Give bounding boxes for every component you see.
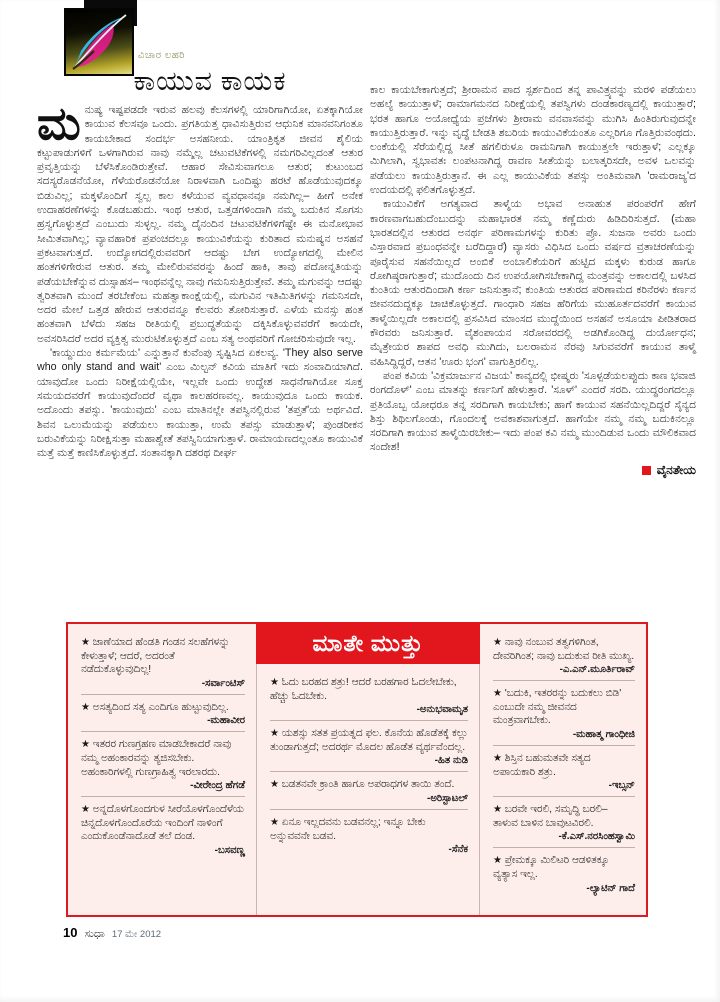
page-title: ಕಾಯುವ ಕಾಯಕ (133, 66, 287, 96)
quote-author: -ಸೆನೆಕ (448, 844, 468, 856)
byline-name: ವೈನತೇಯ (656, 462, 696, 477)
star-icon: ★ (270, 728, 282, 740)
quote-item (81, 732, 245, 797)
star-icon: ★ (493, 688, 505, 700)
quote-author: -ಸರ್ವಾಂಟಿಸ್ (201, 677, 245, 689)
article-paragraph: ಪಂಪ ಕವಿಯ 'ವಿಕ್ರಮಾರ್ಜುನ ವಿಜಯ' ಕಾವ್ಯದಲ್ಲಿ ಭೀಷ್ಮರು 'ಸೂಳ್ಪಡೆಯಲಪ್ಪುದು ಕಾಣ ಭವಾಜಿ ರಂಗದೊಳ್' ಎಂಬ ಮಾತನ್ನು ಕರ್ಣನಿಗೆ ಹೇಳುತ್ತಾರೆ. 'ಸೂಳ್' ಎಂದರೆ ಸರದಿ. ಯುದ್ಧರಂಗದಲ್ಲೂ ಪ್ರತಿಯೊಬ್ಬ ಯೋಧರೂ ತನ್ನ ಸರದಿಗಾಗಿ ಕಾಯಬೇಕು; ಹಾಗೆ ಕಾಯುವ ಸಹನೆಯಿಲ್ಲದಿದ್ದರೆ ಸೈನ್ಯದ ಶಿಸ್ತು ಶಿಥಿಲಗೊಂಡು, ಗೊಂದಲಕ್ಕೆ ಅವಕಾಶವಾಗುತ್ತದೆ. ಹಾಗೆಯೇ ನಮ್ಮ ನಮ್ಮ ಬದುಕಿನಲ್ಲೂ ಸರದಿಗಾಗಿ ಕಾಯುವ ತಾಳ್ಮೆಯಿರಬೇಕು– ಇದು ಪಂಪ ಕವಿ ನಮ್ಮ ಮುಂದಿಡುವ ಒಂದು ಮೌಲಿಕವಾದ ಸಂದೇಶ! (370, 369, 696, 454)
star-icon: ★ (493, 855, 505, 867)
quote-author: -ಅರಿಸ್ಟಾಟಲ್ (426, 792, 468, 804)
quote-author: -ಬಸವಣ್ಣ (214, 844, 245, 856)
article-paragraph (37, 98, 363, 346)
quote-item (493, 797, 635, 848)
star-icon: ★ (81, 804, 93, 816)
quote-author: -ಲ್ಯಾಟಿನ್ ಗಾದೆ (586, 882, 635, 894)
magazine-name: ಸುಧಾ (84, 928, 105, 940)
quote-author: -ಹಿತ ನುಡಿ (434, 755, 468, 767)
quote-item (81, 695, 245, 733)
quote-item (493, 848, 635, 898)
star-icon: ★ (493, 752, 505, 764)
star-icon: ★ (270, 779, 282, 791)
article-paragraph: ಕಾಲ ಕಾಯಬೇಕಾಗುತ್ತದೆ; ಶ್ರೀರಾಮನ ಪಾದ ಸ್ಪರ್ಶದಿಂದ ತನ್ನ ಪಾವಿತ್ರ್ಯವನ್ನು ಮರಳಿ ಪಡೆಯಲು ಅಹಲ್ಯೆ ಕಾಯುತ್ತಾಳೆ; ರಾಮಾಗಮನದ ನಿರೀಕ್ಷೆಯಲ್ಲಿ ತಪಸ್ವಿಗಳು ದಂಡಕಾರಣ್ಯದಲ್ಲಿ ಕಾಯುತ್ತಾರೆ; ಭರತ ಹಾಗೂ ಅಯೋಧ್ಯೆಯ ಪ್ರಜೆಗಳು ಶ್ರೀರಾಮ ವನವಾಸವನ್ನು ಮುಗಿಸಿ ಹಿಂತಿರುಗುವುದನ್ನೇ ಕಾಯುತ್ತಿರುತ್ತಾರೆ. ಇನ್ನು ವೃದ್ಧೆ ಬೇಡತಿ ಶಬರಿಯ ಕಾಯುವಿಕೆಯಂತೂ ಎಲ್ಲರಿಗೂ ಗೊತ್ತಿರುವಂಥದು. ಲಂಕೆಯಲ್ಲಿ ಸೆರೆಯಲ್ಲಿದ್ದ ಸೀತೆ ಹಗಲಿರುಳೂ ರಾಮನಿಗಾಗಿ ಕಾಯುತ್ತಲೇ ಇರುತ್ತಾಳೆ; ಎಲ್ಲಕ್ಕೂ ಮಿಗಿಲಾಗಿ, ಸ್ವಭಾವತಃ ಲಂಪಟನಾಗಿದ್ದ ರಾವಣ ಸೀತೆಯನ್ನು ಬಲಾತ್ಕರಿಸದೇ, ಅವಳ ಒಲವನ್ನು ಪಡೆಯಲು ಕಾಯುತ್ತಿರುತ್ತಾನೆ. ಈ ಎಲ್ಲ ಕಾಯುವಿಕೆಯ ತಪಸ್ಸು ಅಂತಿಮವಾಗಿ 'ರಾಮರಾಜ್ಯ'ದ ಉದಯದಲ್ಲಿ ಫಲಿತಗೊಳ್ಳುತ್ತದೆ. (370, 84, 696, 197)
article-column-1 (37, 98, 363, 655)
quote-text: ★ ಪ್ರೇಮಕ್ಕೂ ಮಿಲಿಟರಿ ಆಡಳಿತಕ್ಕೂ ವ್ಯತ್ಯಾಸ ಇಲ್ಲ. (493, 855, 609, 880)
quote-item (270, 772, 468, 810)
quote-box (66, 622, 648, 917)
star-icon: ★ (81, 637, 93, 648)
star-icon: ★ (81, 701, 93, 713)
quote-author: -ಕೆ.ಎಸ್.ನರಸಿಂಹಸ್ವಾಮಿ (558, 831, 635, 843)
star-icon: ★ (270, 816, 282, 828)
quote-item (493, 746, 635, 797)
quote-text: ★ ಅಸತ್ಯದಿಂದ ಸತ್ಯ ಎಂದಿಗೂ ಹುಟ್ಟುವುದಿಲ್ಲ. (81, 701, 229, 713)
quote-item (270, 670, 468, 721)
star-icon: ★ (493, 804, 505, 816)
page-number: 10 (63, 925, 78, 940)
drop-cap: ಮ (37, 98, 81, 149)
byline (370, 463, 696, 477)
quote-item (81, 797, 245, 861)
byline-square-icon (642, 466, 651, 475)
section-label: ವಿಚಾರ ಲಹರಿ (138, 50, 186, 61)
quote-text: ★ ನಾವು ನಂಬುವ ತತ್ವಗಳಿಗಿಂತ, ದೇವರಿಗಿಂತ; ನಾವು ಬದುಕುವ ರೀತಿ ಮುಖ್ಯ. (493, 637, 635, 662)
quote-text: ★ ಬಡತನವೇ ಕ್ರಾಂತಿ ಹಾಗೂ ಅಪರಾಧಗಳ ತಾಯಿ ತಂದೆ. (270, 779, 455, 791)
quote-text: ★ 'ಬದುಕಿ, ಇತರರನ್ನು ಬದುಕಲು ಬಿಡಿ' ಎಂಬುದೇ ನಮ್ಮ ಜೀವನದ ಮಂತ್ರವಾಗಬೇಕು. (493, 688, 622, 727)
article-paragraph: 'ಕಾಯ್ದುದುಂ ಕರ್ಮಮೆಯ' ಎನ್ನುತ್ತಾನೆ ಕುವೆಂಪು ಸೃಷ್ಟಿಸಿದ ಏಕಲವ್ಯ. 'They also serve who only stand and wait' ಎಂಬ ಮಿಲ್ಟನ್ ಕವಿಯ ಮಾತಿಗೆ ಇದು ಸಂವಾದಿಯಾಗಿದೆ. ಯಾವುದೋ ಒಂದು ನಿರೀಕ್ಷೆಯಲ್ಲಿಯೇ, ಇಲ್ಲವೇ ಒಂದು ಉದ್ದೇಶ ಸಾಧನೆಗಾಗಿಯೋ ಸೂಕ್ತ ಸಮಯದವರೆಗೆ ಕಾಯುವುದೆಂದರೆ ವೃಥಾ ಕಾಲಹರಣವಲ್ಲ. ಕಾಯುವುದೂ ಒಂದು ಕಾಯಕ. ಅದೊಂದು ತಪಸ್ಸು. 'ಕಾಯುವುದು' ಎಂಬ ಮಾತಿನಲ್ಲೇ ತಪಸ್ವಿನಲ್ಲಿರುವ 'ತಪ್ತತೆ'ಯ ಅರ್ಥವಿದೆ. ಶಿವನ ಒಲುಮೆಯನ್ನು ಪಡೆಯಲು ಕಾಯುತ್ತಾ, ಉಮೆ ತಪಸ್ಸು ಮಾಡುತ್ತಾಳೆ; ಪುಂಡರೀಕನ ಬರುವಿಕೆಯನ್ನು ನಿರೀಕ್ಷಿಸುತ್ತಾ ಮಹಾಶ್ವೇತೆ ತಪಸ್ವಿನಿಯಾಗುತ್ತಾಳೆ. ರಾಮಾಯಣದಲ್ಲಂತೂ ಕಾಯುವಿಕೆ ಮತ್ತೆ ಮತ್ತೆ ಕಾಣಿಸಿಕೊಳ್ಳುತ್ತದೆ. ಸಂತಾನಕ್ಕಾಗಿ ದಶರಥ ದೀರ್ಘ (37, 347, 363, 460)
quote-item (493, 630, 635, 681)
quote-text: ★ ಜಾಣೆಯಾದ ಹೆಂಡತಿ ಗಂಡನ ಸಲಹೆಗಳನ್ನು ಕೇಳುತ್ತಾಳೆ; ಆದರೆ, ಅದರಂತೆ ನಡೆದುಕೊಳ್ಳುವುದಿಲ್ಲ! (81, 637, 230, 676)
quote-author: -ಇಬ್ಸನ್ (608, 780, 635, 792)
magazine-logo (66, 10, 132, 74)
page-footer (63, 925, 161, 941)
quote-column-middle (256, 624, 480, 915)
star-icon: ★ (493, 637, 505, 648)
quote-box-title: ಮಾತೇ ಮುತ್ತು (256, 622, 480, 664)
star-icon: ★ (81, 739, 93, 751)
quote-item (81, 630, 245, 695)
quote-author: -ಅನುಭವಾಮೃತ (416, 704, 468, 716)
quote-author: -ವೀರೇಂದ್ರ ಹೆಗಡೆ (190, 780, 245, 792)
paragraph-text: ನುಷ್ಯ ಇಷ್ಟಪಡದೇ ಇರುವ ಹಲವು ಕೆಲಸಗಳಲ್ಲಿ ಯಾರಿಗಾಗಿಯೋ, ಏತಕ್ಕಾಗಿಯೋ ಕಾಯುವ ಕೆಲಸವೂ ಒಂದು. ಪ್ರಗತಿಯತ್ತ ಧಾವಿಸುತ್ತಿರುವ ಆಧುನಿಕ ಮಾನವನಿಗಂತೂ ಕಾಯಬೇಕಾದ ಸಂದರ್ಭ ಅಸಹನೀಯ. ಯಾಂತ್ರಿಕೃತ ಜೀವನ ಶೈಲಿಯ ಕಟ್ಟುಪಾಡುಗಳಿಗೆ ಒಳಗಾಗಿರುವ ನಾವು ನಮ್ಮೆಲ್ಲ ಚಟುವಟಿಕೆಗಳಲ್ಲಿ ನಮಗರಿವಿಲ್ಲದಂತೆ ಆತುರ ಪ್ರವೃತ್ತಿಯನ್ನು ಬೆಳೆಸಿಕೊಂಡಿರುತ್ತೇವೆ. ಆಹಾರ ಸೇವಿಸುವಾಗಲೂ ಆತುರ; ಕುಟುಂಬದ ಸದಸ್ಯರೊಡನೆಯೋ, ಗೆಳೆಯರೊಡನೆಯೋ ನಿರಾಳವಾಗಿ ಒಂದಿಷ್ಟು ಹರಟೆ ಹೊಡೆಯುವುದಕ್ಕೂ ಬಿಡುವಿಲ್ಲ; ಮಕ್ಕಳೊಂದಿಗೆ ಸ್ವಲ್ಪ ಕಾಲ ಕಳೆಯುವ ವ್ಯವಧಾನವೂ ನಮಗಿಲ್ಲ– ಹೀಗೆ ಅನೇಕ ಉದಾಹರಣೆಗಳನ್ನು ಕೊಡಬಹುದು. ಇಂಥ ಆತುರ, ಒತ್ತಡಗಳಿಂದಾಗಿ ನಮ್ಮ ಬದುಕಿನ ಸೊಗಸು ಹ್ರಸ್ವಗೊಳ್ಳುತ್ತದೆ ಎಂಬುದು ಸುಳ್ಳಲ್ಲ. ನಮ್ಮ ದೈನಂದಿನ ಚಟುವಟಿಕೆಗಳಿಗೆಷ್ಟೇ ಈ ಮನೋಭಾವ ಸೀಮಿತವಾಗಿಲ್ಲ; ವ್ಯಾವಹಾರಿಕ ಪ್ರಪಂಚದಲ್ಲೂ ಕಾಯುವಿಕೆಯನ್ನು ಕುರಿತಾದ ಮನುಷ್ಯನ ಅಸಹನೆ ಪ್ರಕಟವಾಗುತ್ತದೆ. ಉದ್ಯೋಗದಲ್ಲಿರುವವರಿಗೆ ಆದಷ್ಟು ಬೇಗ ಉದ್ಯೋಗದಲ್ಲಿ ಮೇಲಿನ ಹಂತಗಳಿಗೇರುವ ಆತುರ. ತಮ್ಮ ಮೇಲಿರುವವರನ್ನು ಹಿಂದೆ ಹಾಕಿ, ತಾವು ಪದೋನ್ನತಿಯನ್ನು ಪಡೆಯಬೇಕೆನ್ನುವ ದುಸ್ಸಾಹಸ– ಇಂಥವನ್ನೆಲ್ಲ ನಾವು ಗಮನಿಸುತ್ತಿರುತ್ತೇವೆ. ತಮ್ಮ ಮಗುವನ್ನು ಆದಷ್ಟು ತ್ವರಿತವಾಗಿ ಮುಂದೆ ತರಬೇಕೆಂಬ ಮಹತ್ವಾಕಾಂಕ್ಷೆಯಲ್ಲಿ, ಮಗುವಿನ ಇತಿಮಿತಿಗಳನ್ನು ಗಮನಿಸದೇ, ಅದರ ಮೇಲೆ ಒತ್ತಡ ಹೇರುವ ಆತುರವನ್ನೂ ಕೆಲವರು ತೋರಿಸುತ್ತಾರೆ. ಎಳೆಯ ಮನಸ್ಸು ಹಂತ ಹಂತವಾಗಿ ಬೆಳೆದು ಸಹಜ ರೀತಿಯಲ್ಲಿ ಪ್ರಬುದ್ಧತೆಯನ್ನು ದಕ್ಕಿಸಿಕೊಳ್ಳುವವರೆಗೆ ಕಾಯದೇ, ಅವಸರಿಸಿದರೆ ಅದರ ವ್ಯಕ್ತಿತ್ವ ಮುರುಟಿಕೊಳ್ಳುತ್ತದೆ ಎಂಬ ಸತ್ಯ ಅಂಥವರಿಗೆ ಗೋಚರಿಸುವುದೇ ಇಲ್ಲ. (37, 104, 363, 345)
quote-text: ★ ಏನೂ ಇಲ್ಲದವನು ಬಡವನಲ್ಲ; ಇನ್ನೂ ಬೇಕು ಅನ್ನುವವನೇ ಬಡವ. (270, 816, 426, 842)
quote-text: ★ ಶಿಸ್ತಿನ ಬಹುಮತವೇ ಸತ್ಯದ ಅಪಾಯಕಾರಿ ಶತ್ರು. (493, 752, 591, 778)
feather-icon (66, 10, 132, 74)
quote-author: -ಮಹಾತ್ಮ ಗಾಂಧೀಜಿ (572, 728, 635, 740)
quote-author: -ಮಹಾವೀರ (207, 715, 245, 727)
article-column-2 (370, 83, 696, 635)
quote-column-right (480, 624, 646, 915)
quote-item (493, 681, 635, 746)
quote-item (270, 810, 468, 860)
star-icon: ★ (270, 677, 282, 688)
quote-text: ★ ಯಶಸ್ಸು ಸತತ ಪ್ರಯತ್ನದ ಫಲ. ಕೊನೆಯ ಹೊಡೆತಕ್ಕೆ ಕಲ್ಲು ತುಂಡಾಗುತ್ತದೆ; ಅದರರ್ಥ ಮೊದಲ ಹೊಡೆತ ವ್ಯರ್ಥವೆಂದಲ್ಲ. (270, 728, 468, 753)
quote-text: ★ ಅನ್ನದೊಳಗೊಂದಗುಳ ಸೀರೆಯೊಳಗೊಂದೆಳೆಯ ಚಿನ್ನದೊಳಗೊಂದೊರೆಯ ಇಂದಿಂಗೆ ನಾಳಿಂಗೆ ಎಂದುಕೊಂಡೆನಾದೊಡೆ ತಲೆ ದಂಡ. (81, 804, 244, 843)
quote-text: ★ ಇತರರ ಗುಣಗ್ರಹಣ ಮಾಡಬೇಕಾದರೆ ನಾವು ನಮ್ಮ ಅಹಂಕಾರವನ್ನು ತ್ಯಜಿಸಬೇಕು. ಅಹಂಕಾರಿಗಳಲ್ಲಿ ಗುಣಗ್ರಾಹಿತ್ವ ಇರಲಾರದು. (81, 739, 232, 778)
quote-text: ★ ಬರವೇ ಇರಲಿ, ಸಮೃದ್ಧಿ ಬರಲಿ– ತಾಳುವ ಬಾಳಿನ ಬಾವುಟವಿರಲಿ. (493, 804, 608, 829)
quote-text: ★ ಓದು ಬರಹದ ಶತ್ರು! ಆದರೆ ಬರಹಗಾರ ಓದಲೇಬೇಕು, ಹೆಚ್ಚು ಓದಬೇಕು. (270, 677, 457, 702)
quote-item (270, 721, 468, 772)
quote-author: -ಎ.ಎನ್.ಮೂರ್ತಿರಾವ್ (559, 664, 635, 676)
issue-date: 17 ಮೇ 2012 (111, 929, 162, 940)
quote-column-left (68, 624, 256, 915)
article-paragraph: ಕಾಯುವಿಕೆಗೆ ಅಗತ್ಯವಾದ ತಾಳ್ಮೆಯ ಅಭಾವ ಅನಾಹುತ ಪರಂಪರೆಗೆ ಹೇಗೆ ಕಾರಣವಾಗಬಹುದೆಂಬುದನ್ನು ಮಹಾಭಾರತ ನಮ್ಮ ಕಣ್ಣೆದುರು ಹಿಡಿದಿರಿಸುತ್ತದೆ. (ಮಹಾ ಭಾರತದಲ್ಲಿನ ಆತುರದ ಅನರ್ಥ ಪರಿಣಾಮಗಳನ್ನು ಕುರಿತು ಪ್ರೊ. ಸುಜನಾ ಅವರು ಒಂದು ವಿಸ್ತಾರವಾದ ಪ್ರಬಂಧವನ್ನೇ ಬರೆದಿದ್ದಾರೆ) ವ್ಯಾಸರು ವಿಧಿಸಿದ ಒಂದು ವರ್ಷದ ವ್ರತಾಚರಣೆಯನ್ನು ಪೂರೈಸುವ ಸಹನೆಯಿಲ್ಲದೆ ಅಂಬಿಕೆ ಅಂಬಾಲಿಕೆಯರಿಗೆ ಹುಟ್ಟಿದ ಮಕ್ಕಳು ಕುರುಡ ಹಾಗೂ ರೋಗಿಷ್ಠರಾಗುತ್ತಾರೆ; ಮುದೊಂದು ದಿನ ಉಪಯೋಗಿಸಬೇಕಾಗಿದ್ದ ಮಂತ್ರವನ್ನು ಅಕಾಲದಲ್ಲಿ ಬಳಸಿದ ಕುಂತಿಯ ಆತುರದಿಂದಾಗಿ ಕರ್ಣ ಜನಿಸುತ್ತಾನೆ; ಕುಂತಿಯ ಆತುರದ ಪರಿಣಾಮದ ಕರಿನೆರಳು ಕರ್ಣನ ಜೀವನದುದ್ದಕ್ಕೂ ಚಾಚಿಕೊಳ್ಳುತ್ತದೆ. ಗಾಂಧಾರಿ ಸಹಜ ಹೆರಿಗೆಯ ಮುಹೂರ್ತದವರೆಗೆ ಕಾಯುವ ತಾಳ್ಮೆಯಿಲ್ಲದೇ ಅಕಾಲದಲ್ಲಿ ಪ್ರಸವಿಸಿದ ಮಾಂಸದ ಮುದ್ದೆಯಿಂದ ಅಸಹನೆ ಅಸೂಯಾ ಪೀಡಿತರಾದ ಕೌರವರು ಜನಿಸುತ್ತಾರೆ. ವೈಶಂಪಾಯನ ಸರೋವರದಲ್ಲಿ ಅಡಗಿಕೊಂಡಿದ್ದ ದುರ್ಯೋಧನ; ಮೈತ್ರೇಯರ ಶಾಪದ ಅವಧಿ ಮುಗಿದು, ಬಲರಾಮನ ನೆರವು ಸಿಗುವವರೆಗೆ ಕಾಯುವ ತಾಳ್ಮೆ ವಹಿಸಿದ್ದಿದ್ದರೆ, ಆತನ 'ಊರು ಭಂಗ' ವಾಗುತ್ತಿರಲಿಲ್ಲ. (370, 198, 696, 368)
